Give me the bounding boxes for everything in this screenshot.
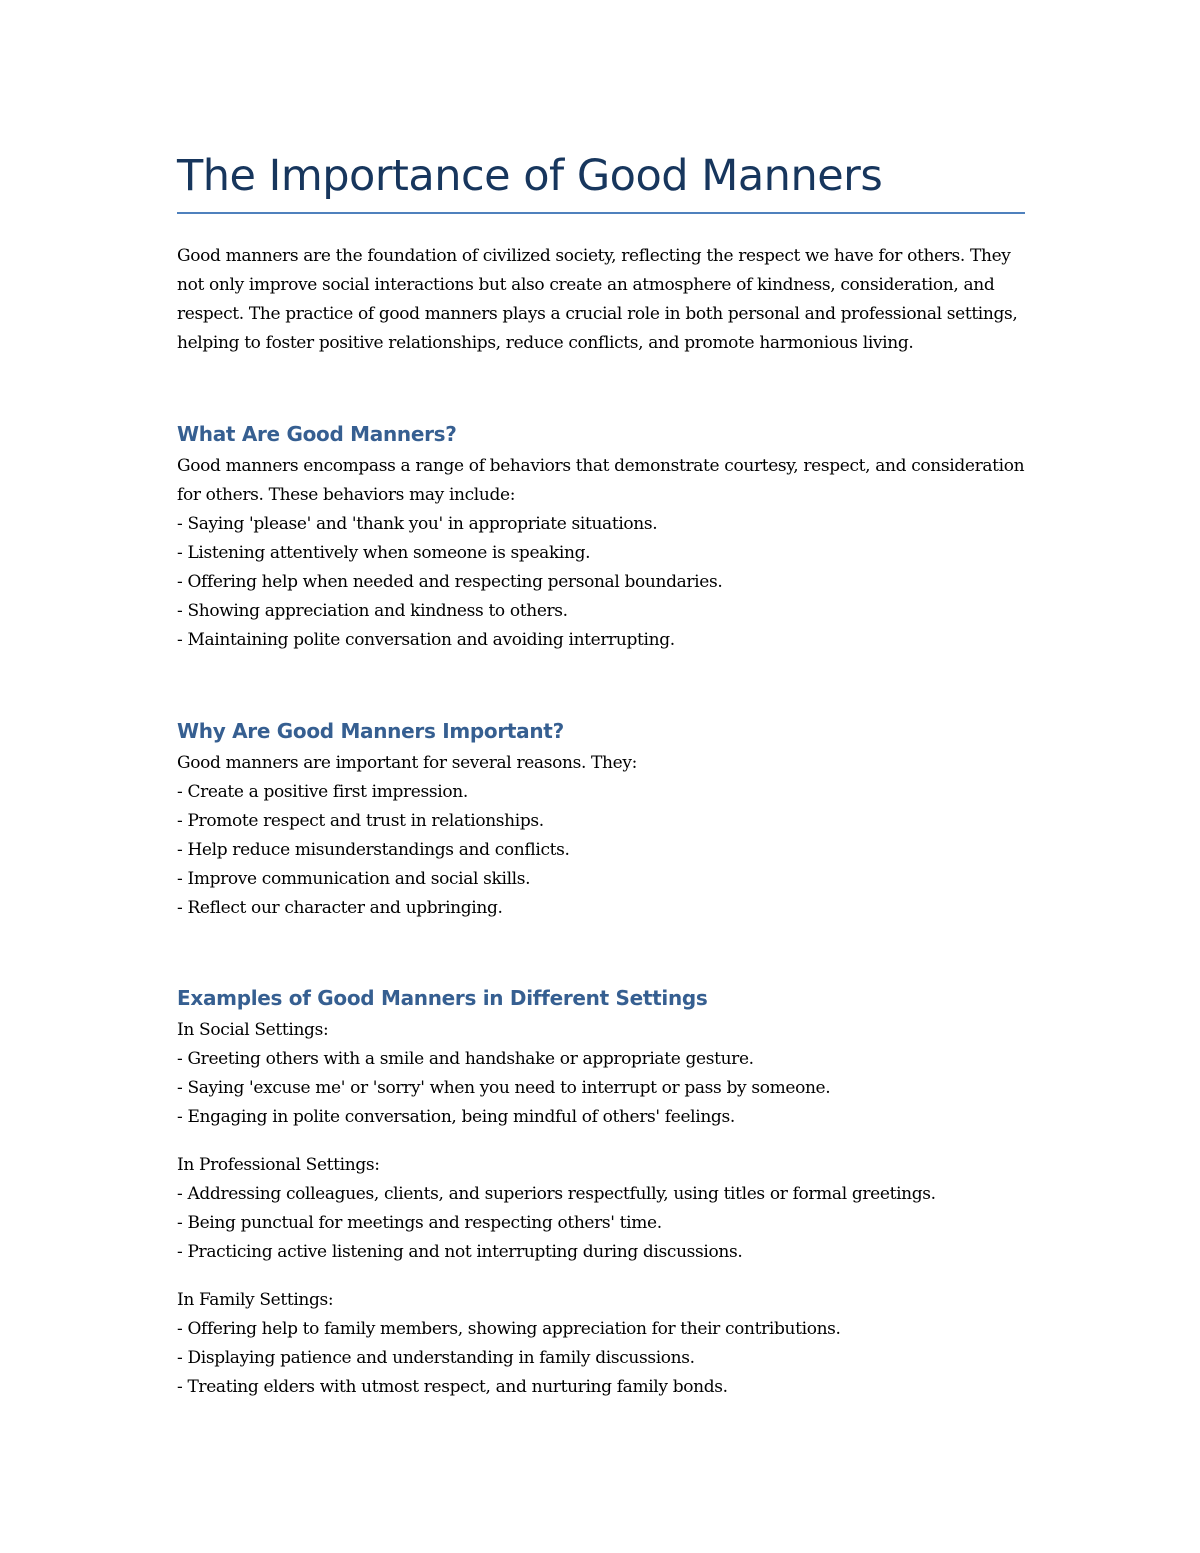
list-item: - Create a positive first impression. [177,782,468,802]
settings-group-social [177,1016,1025,1132]
section-heading-examples: Examples of Good Manners in Different Settings [177,986,708,1010]
list-item: - Displaying patience and understanding in family discussions. [177,1348,695,1368]
list-item: - Offering help to family members, showing appreciation for their contributions. [177,1319,841,1339]
section-why [177,749,1025,923]
list-item: - Improve communication and social skills. [177,869,531,889]
settings-group-professional [177,1151,1025,1267]
title-divider [177,212,1025,214]
list-item: - Engaging in polite conversation, being mindful of others' feelings. [177,1107,735,1127]
intro-paragraph: Good manners are the foundation of civilized society, reflecting the respect we have for others. They not only improve social interactions but also create an atmosphere of kindness, consideration, and respect. The practice of good manners plays a crucial role in both personal and professional settings, helping to foster positive relationships, reduce conflicts, and promote harmonious living. [177,246,1018,353]
list-item: - Saying 'excuse me' or 'sorry' when you need to interrupt or pass by someone. [177,1078,831,1098]
bullet-list [177,1180,1025,1267]
page-title: The Importance of Good Manners [177,151,883,201]
list-item: - Treating elders with utmost respect, and nurturing family bonds. [177,1377,728,1397]
group-label: In Professional Settings: [177,1155,380,1175]
document-page [177,140,1025,1402]
list-item: - Addressing colleagues, clients, and superiors respectfully, using titles or formal greetings. [177,1184,936,1204]
list-item: - Promote respect and trust in relationships. [177,811,544,831]
list-item: - Greeting others with a smile and handshake or appropriate gesture. [177,1049,754,1069]
bullet-list [177,510,1025,655]
list-item: - Reflect our character and upbringing. [177,898,503,918]
settings-group-family [177,1286,1025,1402]
bullet-list [177,778,1025,923]
section-lead: Good manners are important for several reasons. They: [177,753,637,773]
group-label: In Social Settings: [177,1020,329,1040]
bullet-list [177,1315,1025,1402]
section-lead: Good manners encompass a range of behaviors that demonstrate courtesy, respect, and consideration for others. These behaviors may include: [177,456,1025,505]
list-item: - Offering help when needed and respecting personal boundaries. [177,572,723,592]
list-item: - Help reduce misunderstandings and conflicts. [177,840,570,860]
list-item: - Practicing active listening and not interrupting during discussions. [177,1242,743,1262]
section-what [177,452,1025,655]
list-item: - Being punctual for meetings and respecting others' time. [177,1213,662,1233]
list-item: - Showing appreciation and kindness to others. [177,601,568,621]
list-item: - Saying 'please' and 'thank you' in appropriate situations. [177,514,658,534]
section-heading-what: What Are Good Manners? [177,422,457,446]
list-item: - Listening attentively when someone is speaking. [177,543,591,563]
bullet-list [177,1045,1025,1132]
group-label: In Family Settings: [177,1290,334,1310]
section-heading-why: Why Are Good Manners Important? [177,719,564,743]
list-item: - Maintaining polite conversation and avoiding interrupting. [177,630,675,650]
section-examples [177,1016,1025,1402]
